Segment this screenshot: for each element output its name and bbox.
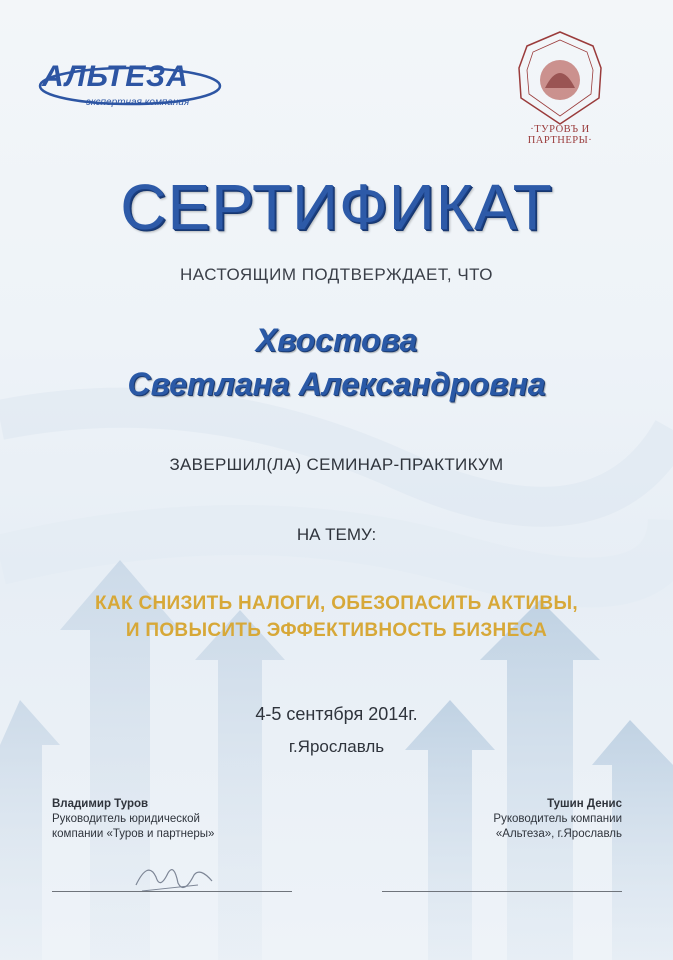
- signatory-left-name: Владимир Туров: [52, 798, 149, 810]
- topic-line-1: КАК СНИЗИТЬ НАЛОГИ, ОБЕЗОПАСИТЬ АКТИВЫ,: [95, 593, 578, 614]
- event-city: г.Ярославль: [288, 737, 385, 756]
- event-date: 4-5 сентября 2014г.: [255, 704, 418, 724]
- turov-logo-name: ·ТУРОВЪ И ПАРТНЕРЫ·: [527, 124, 593, 146]
- signature-line-left: [52, 891, 292, 892]
- signatory-right-role-1: Руководитель компании: [493, 813, 622, 825]
- signatory-right: [390, 797, 622, 842]
- signatory-right-role-2: «Альтеза», г.Ярославль: [495, 828, 622, 840]
- topic-line-2: И ПОВЫСИТЬ ЭФФЕКТИВНОСТЬ БИЗНЕСА: [125, 620, 548, 641]
- recipient-surname: Хвостова: [255, 322, 418, 358]
- signature-line-right: [382, 891, 622, 892]
- certificate-subtitle: НАСТОЯЩИМ ПОДТВЕРЖДАЕТ, ЧТО: [179, 265, 494, 284]
- topic-label: НА ТЕМУ:: [296, 525, 377, 544]
- signatory-left-role-2: компании «Туров и партнеры»: [52, 828, 215, 840]
- signatory-right-name: Тушин Денис: [547, 798, 622, 810]
- signatory-left-role-1: Руководитель юридической: [52, 813, 200, 825]
- completed-statement: ЗАВЕРШИЛ(ЛА) СЕМИНАР-ПРАКТИКУМ: [169, 455, 504, 474]
- handwritten-signature: [128, 855, 218, 900]
- signatory-left: [52, 797, 312, 842]
- alteza-logo-name: АЛЬТЕЗА: [42, 60, 189, 93]
- turov-emblem: [505, 28, 615, 128]
- recipient-given-names: Светлана Александровна: [127, 366, 546, 402]
- alteza-logo-tagline: экспертная компания: [86, 97, 190, 108]
- certificate-title: СЕРТИФИКАТ: [120, 171, 553, 243]
